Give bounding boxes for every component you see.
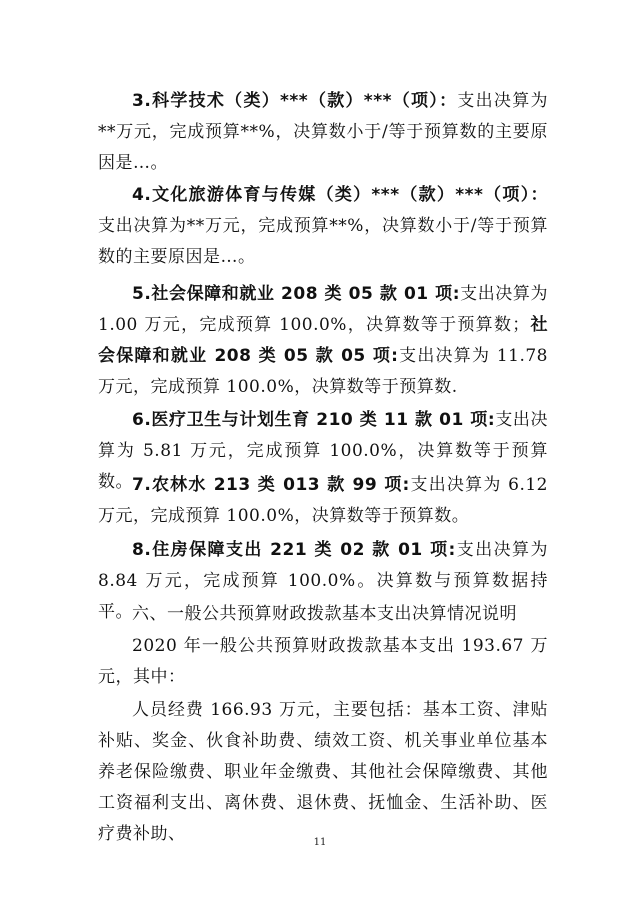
item-body: 支出决算为 8.84 万元，完成预算 100.0%。决算数与预算数据持平。 [98,540,548,622]
item-social-security [98,279,548,403]
item-title: 4.文化旅游体育与传媒（类）***（款）***（项）： [132,185,548,205]
item-title: 6.医疗卫生与计划生育 210 类 11 款 01 项: [132,410,496,430]
item-title: 3.科学技术（类）***（款）***（项）： [132,91,458,111]
section-heading: 六、一般公共预算财政拨款基本支出决算情况说明 [132,604,517,624]
item-title: 8.住房保障支出 221 类 02 款 01 项: [132,540,456,560]
item-body: 支出决算为**万元，完成预算**%，决算数小于/等于预算数的主要原因是…。 [98,91,548,173]
item-agriculture [98,470,548,532]
personnel-paragraph: 人员经费 166.93 万元，主要包括：基本工资、津贴补贴、奖金、伙食补助费、绩效工资、机关事业单位基本养老保险缴费、职业年金缴费、其他社会保障缴费、其他工资福利支出、离休费、退休费、抚恤金、生活补助、医疗费补助、 [98,700,548,844]
item-body: 支出决算为 5.81 万元，完成预算 100.0%，决算数等于预算数。 [98,410,549,492]
item-body: 支出决算为**万元，完成预算**%，决算数小于/等于预算数的主要原因是…。 [98,216,548,267]
item-title-2: 社会保障和就业 208 类 05 款 05 项: [98,315,549,366]
item-body: 支出决算为 1.00 万元，完成预算 100.0%，决算数等于预算数； [98,284,548,335]
page-number: 11 [313,837,327,848]
summary-paragraph: 2020 年一般公共预算财政拨款基本支出 193.67 万元，其中： [98,636,548,687]
item-title: 5.社会保障和就业 208 类 05 款 01 项: [132,284,461,304]
item-body: 支出决算为 6.12 万元，完成预算 100.0%，决算数等于预算数。 [98,475,548,526]
item-science-tech [98,86,548,179]
item-title: 7.农林水 213 类 013 款 99 项: [132,475,410,495]
item-culture-tourism [98,180,548,273]
item-body-2: 支出决算为 11.78 万元，完成预算 100.0%，决算数等于预算数. [98,346,548,397]
